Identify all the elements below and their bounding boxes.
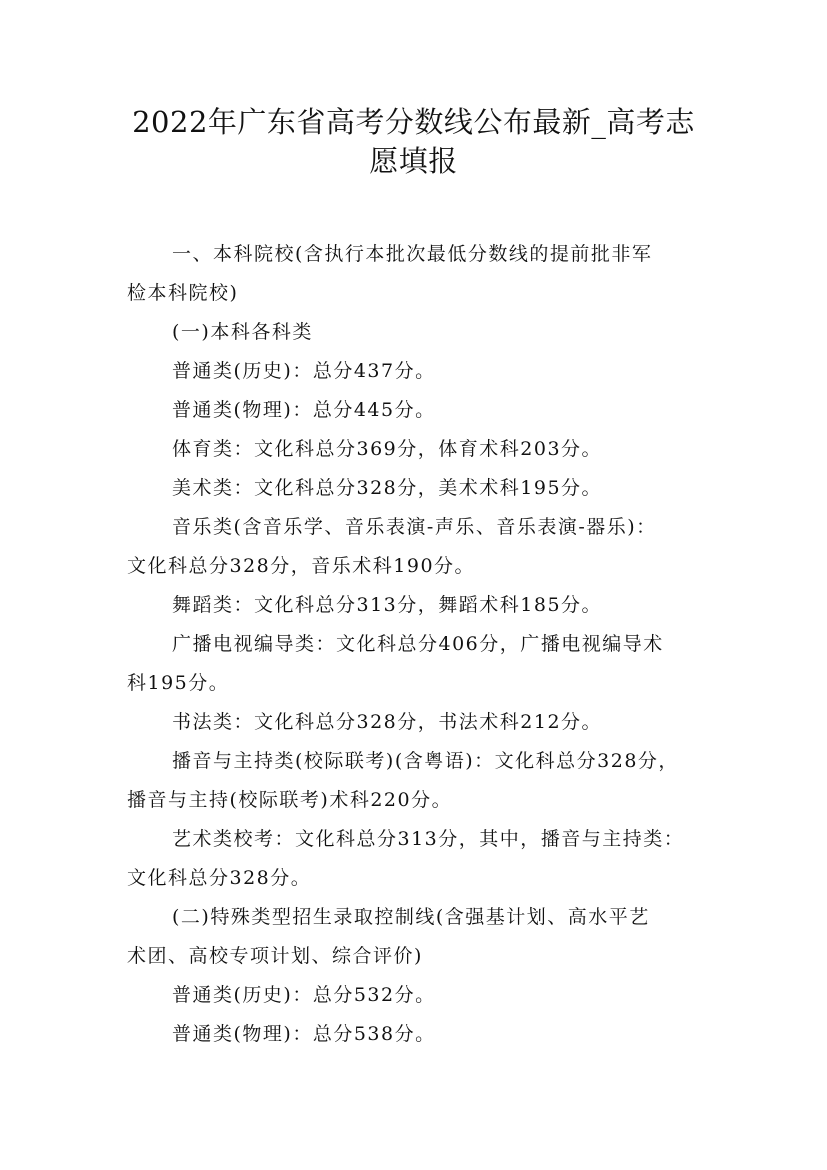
paragraph-line: 舞蹈类：文化科总分313分，舞蹈术科185分。 bbox=[172, 594, 603, 616]
paragraph-line: 艺术类校考：文化科总分313分，其中，播音与主持类： bbox=[172, 828, 685, 850]
paragraph-line: 普通类(物理)：总分445分。 bbox=[172, 399, 436, 421]
title-line-1: 2022年广东省高考分数线公布最新_高考志 bbox=[132, 105, 695, 139]
paragraph-line-continuation: 文化科总分328分，音乐术科190分。 bbox=[127, 555, 476, 577]
paragraph-line: 广播电视编导类：文化科总分406分，广播电视编导术 bbox=[172, 633, 664, 655]
document-body bbox=[127, 235, 707, 1054]
paragraph-line: 美术类：文化科总分328分，美术术科195分。 bbox=[172, 477, 603, 499]
paragraph-line: 普通类(历史)：总分532分。 bbox=[172, 984, 436, 1006]
title-line-2: 愿填报 bbox=[369, 144, 458, 178]
paragraph-line: 普通类(物理)：总分538分。 bbox=[172, 1023, 436, 1045]
paragraph-line: 书法类：文化科总分328分，书法术科212分。 bbox=[172, 711, 603, 733]
paragraph-line: 体育类：文化科总分369分，体育术科203分。 bbox=[172, 438, 603, 460]
paragraph-line-continuation: 播音与主持(校际联考)术科220分。 bbox=[127, 789, 453, 811]
subsection-heading-1: (一)本科各科类 bbox=[172, 321, 313, 343]
paragraph-line: 播音与主持类(校际联考)(含粤语)：文化科总分328分， bbox=[172, 750, 679, 772]
document-title bbox=[100, 103, 727, 181]
section-heading-continuation: 检本科院校) bbox=[127, 282, 239, 304]
paragraph-line-continuation: 术团、高校专项计划、综合评价) bbox=[127, 945, 423, 967]
subsection-heading-2: (二)特殊类型招生录取控制线(含强基计划、高水平艺 bbox=[172, 906, 650, 928]
paragraph-line: 音乐类(含音乐学、音乐表演-声乐、音乐表演-器乐)： bbox=[172, 516, 657, 538]
paragraph-line: 普通类(历史)：总分437分。 bbox=[172, 360, 436, 382]
paragraph-line-continuation: 科195分。 bbox=[127, 672, 230, 694]
section-heading-undergraduate: 一、本科院校(含执行本批次最低分数线的提前批非军 bbox=[172, 243, 653, 265]
paragraph-line-continuation: 文化科总分328分。 bbox=[127, 867, 312, 889]
